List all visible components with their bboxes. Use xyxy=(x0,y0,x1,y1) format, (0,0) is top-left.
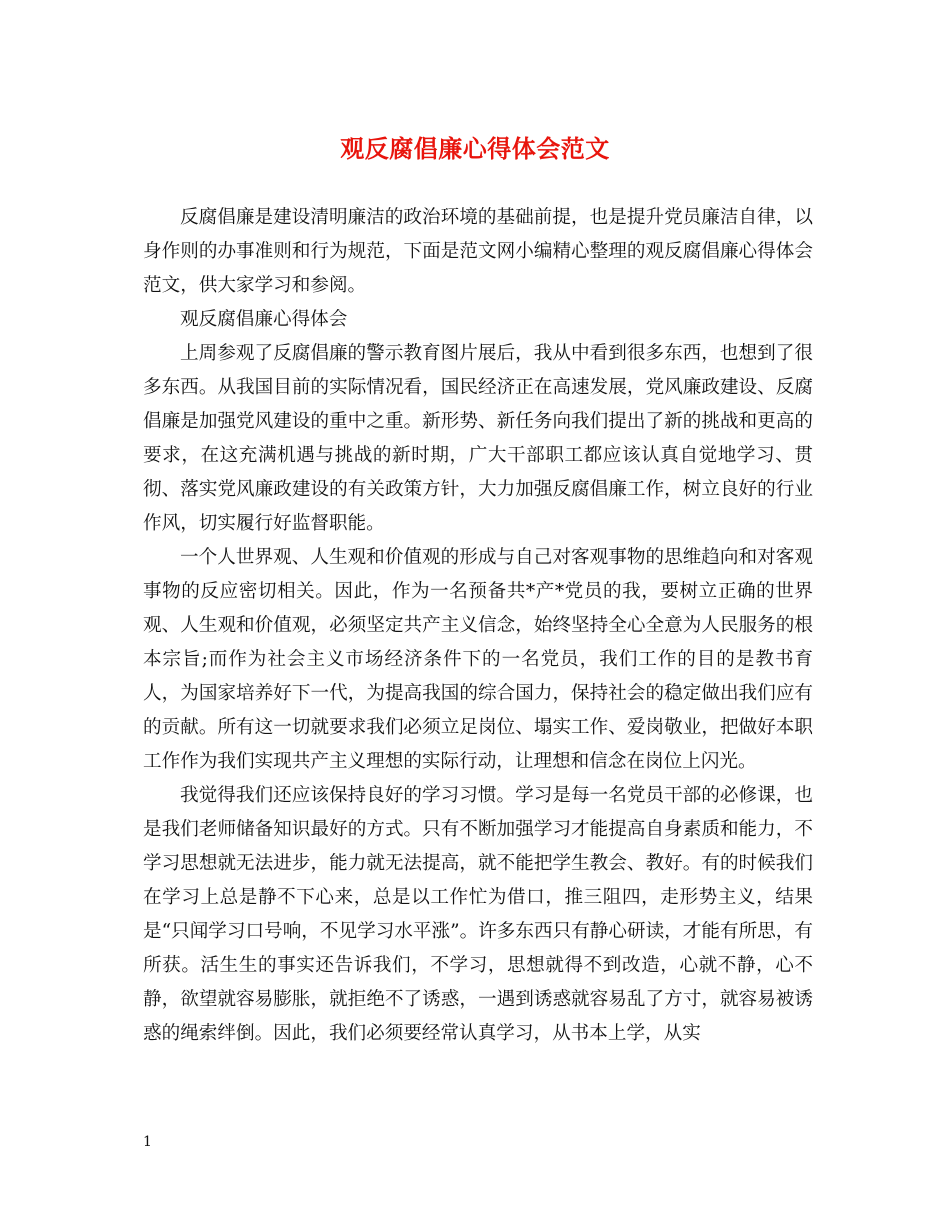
page-number: 1 xyxy=(143,1134,152,1150)
section-heading: 观反腐倡廉心得体会 xyxy=(180,309,348,330)
document-body xyxy=(143,201,813,1051)
paragraph-study: 我觉得我们还应该保持良好的学习习惯。学习是每一名党员干部的必修课，也是我们老师储备知识最好的方式。只有不断加强学习才能提高自身素质和能力，不学习思想就无法进步，能力就无法提高，就不能把学生教会、教好。有的时候我们在学习上总是静不下心来，总是以工作忙为借口，推三阻四，走形势主义，结果是“只闻学习口号响，不见学习水平涨”。许多东西只有静心研读，才能有所思，有所获。活生生的事实还告诉我们，不学习，思想就得不到改造，心就不静，心不静，欲望就容易膨胀，就拒绝不了诱惑，一遇到诱惑就容易乱了方寸，就容易被诱惑的绳索绊倒。因此，我们必须要经常认真学习，从书本上学，从实 xyxy=(143,785,813,1044)
paragraph-worldview: 一个人世界观、人生观和价值观的形成与自己对客观事物的思维趋向和对客观事物的反应密切相关。因此，作为一名预备共*产*党员的我，要树立正确的世界观、人生观和价值观，必须坚定共产主义信念，始终坚持全心全意为人民服务的根本宗旨;而作为社会主义市场经济条件下的一名党员，我们工作的目的是教书育人，为国家培养好下一代，为提高我国的综合国力，保持社会的稳定做出我们应有的贡献。所有这一切就要求我们必须立足岗位、塌实工作、爱岗敬业，把做好本职工作作为我们实现共产主义理想的实际行动，让理想和信念在岗位上闪光。 xyxy=(143,547,813,772)
document-title: 观反腐倡廉心得体会范文 xyxy=(340,134,610,163)
paragraph-intro: 反腐倡廉是建设清明廉洁的政治环境的基础前提，也是提升党员廉洁自律，以身作则的办事准则和行为规范，下面是范文网小编精心整理的观反腐倡廉心得体会范文，供大家学习和参阅。 xyxy=(143,207,813,296)
paragraph-exhibition: 上周参观了反腐倡廉的警示教育图片展后，我从中看到很多东西，也想到了很多东西。从我国目前的实际情况看，国民经济正在高速发展，党风廉政建设、反腐倡廉是加强党风建设的重中之重。新形势、新任务向我们提出了新的挑战和更高的要求，在这充满机遇与挑战的新时期，广大干部职工都应该认真自觉地学习、贯彻、落实党风廉政建设的有关政策方针，大力加强反腐倡廉工作，树立良好的行业作风，切实履行好监督职能。 xyxy=(143,343,813,534)
